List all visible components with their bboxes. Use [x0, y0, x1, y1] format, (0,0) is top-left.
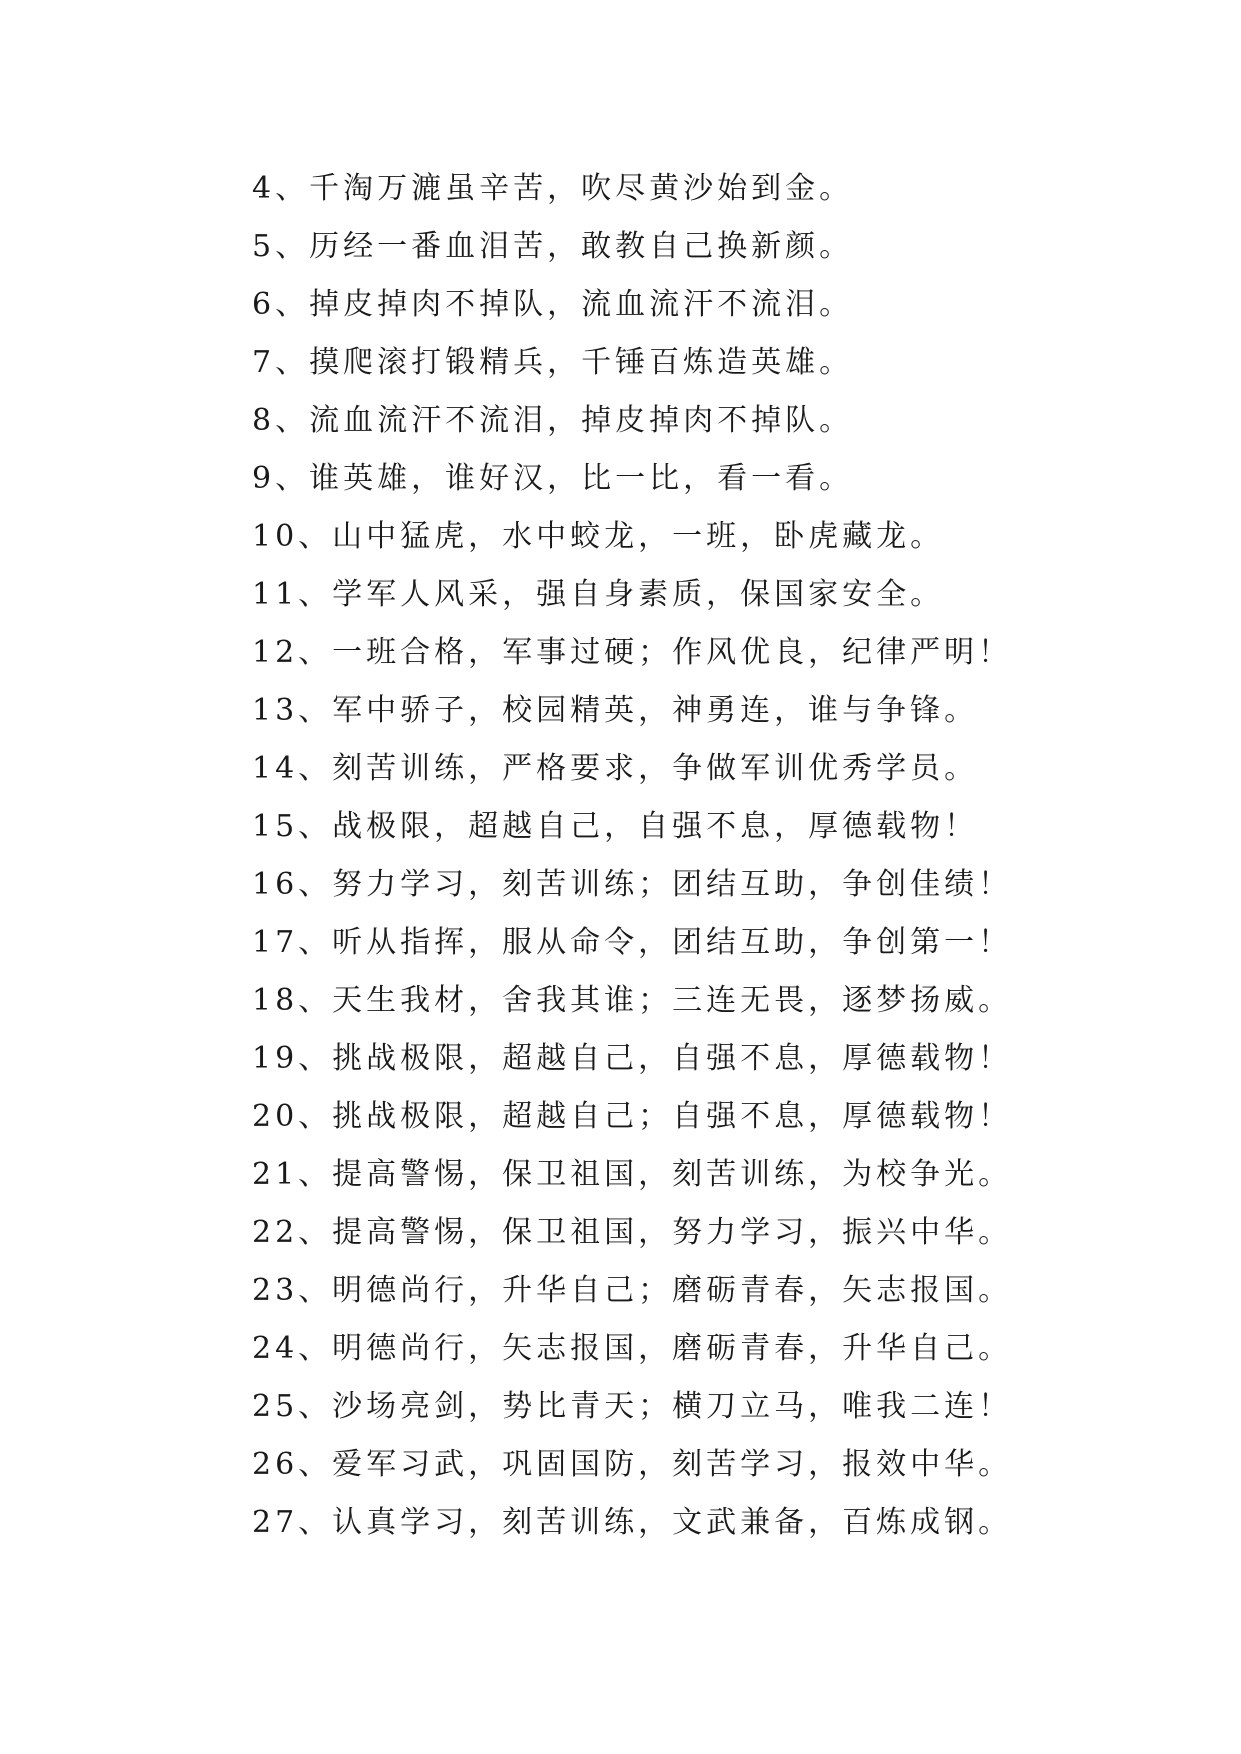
- slogan-line: 17、听从指挥，服从命令，团结互助，争创第一！: [252, 925, 1012, 960]
- slogan-line: 5、历经一番血泪苦，敢教自己换新颜。: [252, 229, 854, 264]
- slogan-line: 4、千淘万漉虽辛苦，吹尽黄沙始到金。: [252, 171, 854, 206]
- slogan-line: 6、掉皮掉肉不掉队，流血流汗不流泪。: [252, 287, 854, 322]
- slogan-line: 8、流血流汗不流泪，掉皮掉肉不掉队。: [252, 403, 854, 438]
- slogan-line: 22、提高警惕，保卫祖国，努力学习，振兴中华。: [252, 1215, 1012, 1250]
- slogan-line: 11、学军人风采，强自身素质，保国家安全。: [252, 577, 945, 612]
- slogan-line: 27、认真学习，刻苦训练，文武兼备，百炼成钢。: [252, 1505, 1012, 1540]
- slogan-line: 21、提高警惕，保卫祖国，刻苦训练，为校争光。: [252, 1157, 1012, 1192]
- slogan-line: 13、军中骄子，校园精英，神勇连，谁与争锋。: [252, 693, 979, 728]
- slogan-list: [252, 160, 1012, 1552]
- slogan-line: 9、谁英雄，谁好汉，比一比，看一看。: [252, 461, 854, 496]
- slogan-line: 18、天生我材，舍我其谁；三连无畏，逐梦扬威。: [252, 983, 1012, 1018]
- slogan-line: 25、沙场亮剑，势比青天；横刀立马，唯我二连！: [252, 1389, 1012, 1424]
- slogan-line: 7、摸爬滚打锻精兵，千锤百炼造英雄。: [252, 345, 854, 380]
- slogan-line: 16、努力学习，刻苦训练；团结互助，争创佳绩！: [252, 867, 1012, 902]
- slogan-line: 24、明德尚行，矢志报国，磨砺青春，升华自己。: [252, 1331, 1012, 1366]
- slogan-line: 14、刻苦训练，严格要求，争做军训优秀学员。: [252, 751, 979, 786]
- slogan-line: 23、明德尚行，升华自己；磨砺青春，矢志报国。: [252, 1273, 1012, 1308]
- slogan-line: 20、挑战极限，超越自己；自强不息，厚德载物！: [252, 1099, 1012, 1134]
- slogan-line: 19、挑战极限，超越自己，自强不息，厚德载物！: [252, 1041, 1012, 1076]
- slogan-line: 15、战极限，超越自己，自强不息，厚德载物！: [252, 809, 979, 844]
- slogan-line: 26、爱军习武，巩固国防，刻苦学习，报效中华。: [252, 1447, 1012, 1482]
- slogan-line: 12、一班合格，军事过硬；作风优良，纪律严明！: [252, 635, 1012, 670]
- slogan-line: 10、山中猛虎，水中蛟龙，一班，卧虎藏龙。: [252, 519, 945, 554]
